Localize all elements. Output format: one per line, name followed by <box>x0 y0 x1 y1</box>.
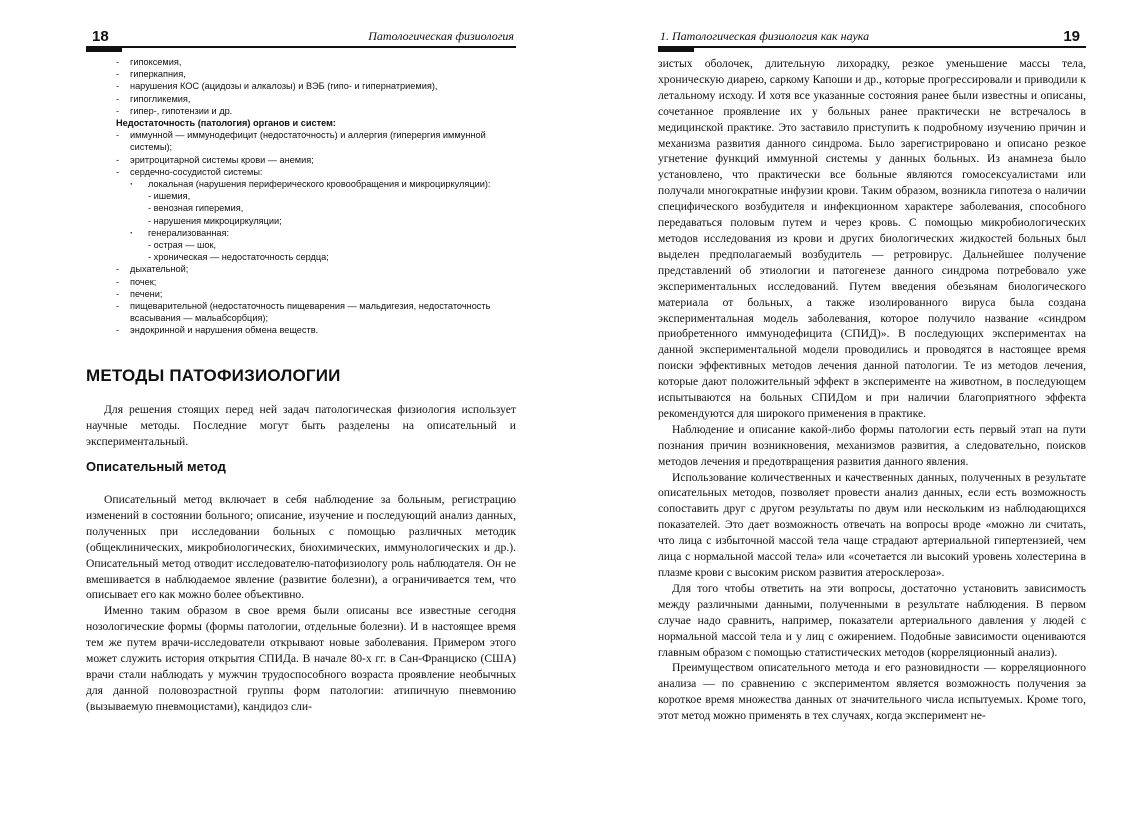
paragraph: Описательный метод включает в себя наблюдение за больным, регистрацию изменений в состоянии больного; описание, изучение и последующий анализ данных, полученных при исследовании больных с помощью различных методик (общеклинических, микробиологических, биохимических, иммунологических и др.). Описательный метод отводит исследователю-патофизиологу роль наблюдателя. Он не вмешивается в наблюдаемое явление (развитие болезни), а ограничивается тем, что описывает его как можно более объективно. <box>86 493 516 602</box>
list-item: - иммунной — иммунодефицит (недостаточность) и аллергия (гиперергия иммунной системы); <box>116 129 516 153</box>
list-item: - печени; <box>116 288 516 300</box>
running-title: Патологическая физиология <box>368 29 514 43</box>
list-item: - эндокринной и нарушения обмена веществ. <box>116 324 516 336</box>
list-item: - гиперкапния, <box>116 68 516 80</box>
paragraph: Для того чтобы ответить на эти вопросы, достаточно установить зависимость между различными данными, полученными в результате наблюдения. В первом случае надо сравнить, например, показатели артериального давления у людей с нормальной массой тела и у лиц с ожирением. Подобные зависимости оцениваются главным образом с помощью статистических методов (корреляционный анализ). <box>658 581 1086 659</box>
body-text <box>86 492 516 715</box>
paragraph: зистых оболочек, длительную лихорадку, резкое уменьшение массы тела, хроническую диарею, саркому Капоши и др., которые прогрессировали и приводили к летальному исходу. И хотя все указанные состояния ранее были известны и описаны, сочетанное проявление их у больных ранее практически не встречалось в медицинской практике. Это заставило приступить к подробному изучению причин и механизма развития данного синдрома. Было зарегистрировано и описано резкое угнетение функций иммунной системы у данных больных. Из анамнеза было установлено, что практически все больные являются гомосексуалистами или получали многократные инфузии крови. Таким образом, возникла гипотеза о наличии специфического возбудителя и инфекционном характере заболевания, способного передаваться половым путем и через кровь. С помощью микробиологических методов исследования из крови и других биологических жидкостей больных был выделен предполагаемый возбудитель — ретровирус. Дальнейшее получение представлений об этиологии и патогенезе данного синдрома потребовало уже экспериментальных исследований. Путем введения обезьянам биологического материала от больных, а также изолированного вируса была создана экспериментальная модель заболевания, которое получило название «синдром приобретенного иммунодефицита (СПИД)». В последующих экспериментах на данной экспериментальной модели проводились и проводятся в настоящее время поиски эффективных методов лечения данной патологии. Те из методов лечения, которые дают положительный эффект в эксперименте на животном, в последующем испытываются на больных СПИДом и при наличии благоприятного эффекта рекомендуются для широкого применения в практике. <box>658 57 1086 420</box>
left-page <box>0 0 561 816</box>
list-item: - хроническая — недостаточность сердца; <box>148 252 329 263</box>
page-number: 18 <box>92 28 109 45</box>
section-heading: МЕТОДЫ ПАТОФИЗИОЛОГИИ <box>86 366 341 385</box>
list-item: · генерализованная: <box>116 227 516 239</box>
paragraph: Именно таким образом в свое время были описаны все известные сегодня нозологические формы (формы патологии, отдельные болезни). И в настоящее время тем же путем врачи-исследователи открывают новые заболевания. Примером этого может служить история открытия СПИДа. В начале 80-х гг. в Сан-Франциско (США) врачи стали наблюдать у мужчин трудоспособного возраста проявление необычных для данной половозрастной группы форм патологии: атипичную пневмонию (вызываемую пневмоцистами), кандидоз сли- <box>86 604 516 713</box>
list-item: - почек; <box>116 276 516 288</box>
list-item: - нарушения КОС (ацидозы и алкалозы) и ВЭБ (гипо- и гипернатриемия), <box>116 80 516 92</box>
list-item: - гипогликемия, <box>116 93 516 105</box>
list-item: - дыхательной; <box>116 263 516 275</box>
paragraph: Для решения стоящих перед ней задач патологическая физиология использует научные методы. Последние могут быть разделены на описательный и экспериментальный. <box>86 403 516 448</box>
page-number: 19 <box>1063 28 1080 45</box>
body-text-right <box>658 56 1086 724</box>
list-item: · локальная (нарушения периферического кровообращения и микроциркуляции): <box>116 178 516 190</box>
paragraph: Преимуществом описательного метода и его разновидности — корреляционного анализа — по сравнению с экспериментом является возможность получения за короткое время множества данных от значительного числа испытуемых. Кроме того, этот метод можно применять в тех случаях, когда эксперимент не- <box>658 661 1086 723</box>
subsection-heading: Описательный метод <box>86 459 226 474</box>
running-header <box>86 24 516 48</box>
running-title: 1. Патологическая физиология как наука <box>660 29 870 43</box>
list-item: - гипоксемия, <box>116 56 516 68</box>
intro-text <box>86 402 516 450</box>
paragraph: Наблюдение и описание какой-либо формы патологии есть первый этап на пути познания причин возникновения, механизмов развития, а следовательно, поисков методов лечения и предотвращения развития данного явления. <box>658 422 1086 468</box>
header-bar <box>86 46 122 52</box>
list-item: - венозная гиперемия, <box>148 203 244 214</box>
list-item: - ишемия, <box>148 191 191 202</box>
list-item: - сердечно-сосудистой системы: <box>116 166 516 178</box>
list-heading: Недостаточность (патология) органов и систем: <box>116 118 336 129</box>
paragraph: Использование количественных и качественных данных, полученных в результате описательных методов, позволяет провести анализ данных, если есть возможность сопоставить друг с другом результаты по двум или нескольким из наблюдающихся показателей. Это дает возможность отвечать на вопросы вроде «можно ли считать, что лица с избыточной массой тела чаще страдают артериальной гипертензией, чем лица с нормальной массой тела» или «сочетается ли высокий уровень холестерина в плазме крови с высоким риском развития атеросклероза». <box>658 470 1086 579</box>
pathology-list <box>116 56 516 337</box>
header-bar <box>658 46 694 52</box>
list-item: - гипер-, гипотензии и др. <box>116 105 516 117</box>
running-header <box>658 24 1086 48</box>
list-item: - эритроцитарной системы крови — анемия; <box>116 154 516 166</box>
list-item: - пищеварительной (недостаточность пищеварения — мальдигезия, недостаточность всасывания — мальабсорбция); <box>116 300 516 324</box>
list-item: - острая — шок, <box>148 240 217 251</box>
list-item: - нарушения микроциркуляции; <box>148 215 282 226</box>
